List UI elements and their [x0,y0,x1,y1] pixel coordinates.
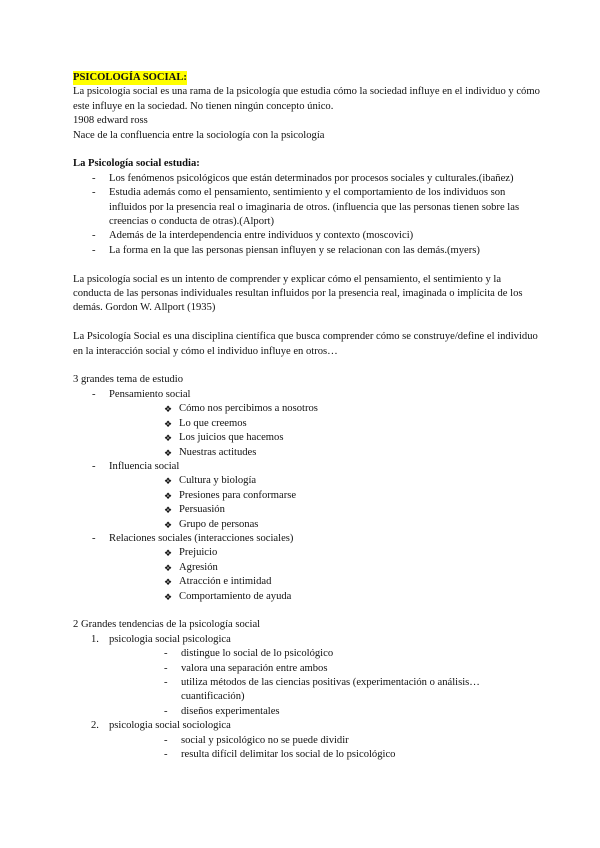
tendencias-group [73,633,540,719]
list-item: - Además de la interdependencia entre individuos y contexto (moscovici) [73,229,540,243]
list-item: ❖ Persuasión [109,503,540,517]
list-item: ❖ Prejuicio [109,546,540,560]
list-item: ❖ Cultura y biología [109,474,540,488]
list-item: - utiliza métodos de las ciencias positivas (experimentación o análisis… cuantificación) [109,676,540,705]
temas-list [73,388,540,604]
list-item: ❖ Atracción e intimidad [109,575,540,589]
allport-paragraph: La psicología social es un intento de comprender y explicar cómo el pensamiento, el sentimiento y la conducta de las personas individuales resultan influidos por la presencia real, imaginada o implícita de los demás. Gordon W. Allport (1935) [73,273,523,314]
disciplina-paragraph: La Psicología Social es una disciplina científica que busca comprender cómo se construye/define el individuo en la interacción social y cómo el individuo influye en otros… [73,331,538,357]
tendencias-group-label: psicologia social sociologica [109,720,231,732]
list-item: - distingue lo social de lo psicológico [109,647,540,661]
list-item: - resulta difícil delimitar los social de lo psicológico [109,748,540,762]
list-item: - La forma en la que las personas piensan influyen y se relacionan con las demás.(myers) [73,244,540,258]
list-item: - diseños experimentales [109,705,540,719]
intro-definition: La psicología social es una rama de la psicología que estudia cómo la sociedad influye en el individuo y cómo este influye en la sociedad. No tienen ningún concepto único. [73,86,540,112]
list-item: ❖ Agresión [109,561,540,575]
list-item: - Estudia además como el pensamiento, sentimiento y el comportamiento de los individuos son influidos por la presencia real o imaginaria de otros. (influencia que las personas tienen sobre las creencias o conducta de otras).(Alport) [73,186,540,229]
list-item: - Los fenómenos psicológicos que están determinados por procesos sociales y culturales.(ibañez) [73,172,540,186]
estudia-list [73,172,540,258]
temas-group-label: - Relaciones sociales (interacciones sociales) [109,533,293,544]
list-item: ❖ Comportamiento de ayuda [109,590,540,604]
list-item: ❖ Presiones para conformarse [109,489,540,503]
tendencias-group-label: psicologia social psicologica [109,633,231,645]
page-title: PSICOLOGÍA SOCIAL: [73,71,187,85]
tendencias-list [73,633,540,763]
temas-group [73,460,540,532]
list-item: ❖ Los juicios que hacemos [109,431,540,445]
intro-confluence: Nace de la confluencia entre la sociología con la psicología [73,129,325,141]
temas-group-label: - Pensamiento social [109,389,191,400]
list-item: ❖ Lo que creemos [109,417,540,431]
tendencias-group [73,719,540,762]
temas-heading: 3 grandes tema de estudio [73,374,184,386]
temas-group [73,388,540,460]
list-item: ❖ Grupo de personas [109,518,540,532]
temas-group [73,532,540,604]
list-item: - valora una separación entre ambos [109,662,540,676]
tendencias-number: 1. [91,633,99,645]
list-item: - social y psicológico no se puede dividir [109,734,540,748]
tendencias-number: 2. [91,720,99,732]
temas-group-label: - Influencia social [109,461,179,472]
estudia-heading: La Psicología social estudia: [73,158,200,170]
tendencias-heading: 2 Grandes tendencias de la psicología social [73,619,261,631]
intro-origin: 1908 edward ross [73,115,148,127]
list-item: ❖ Nuestras actitudes [109,446,540,460]
list-item: ❖ Cómo nos percibimos a nosotros [109,402,540,416]
